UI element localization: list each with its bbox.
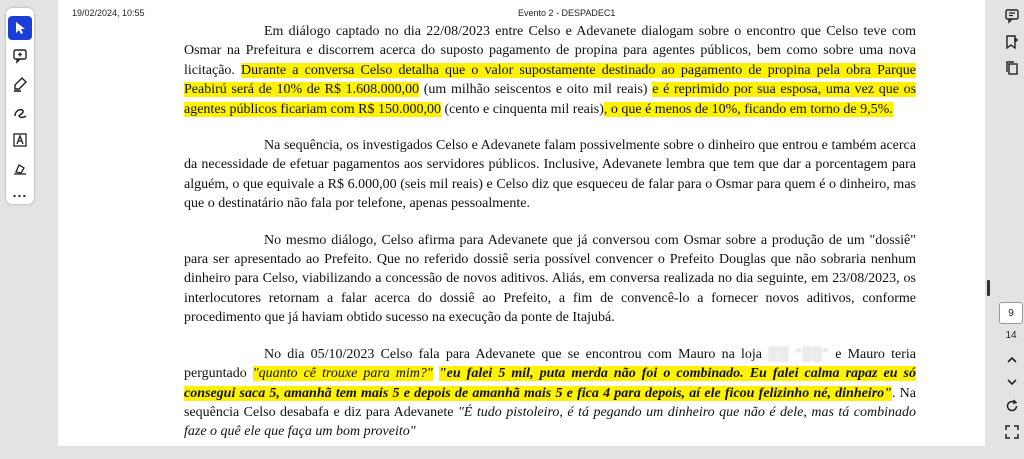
chevron-down-icon (1004, 374, 1020, 390)
document-page (58, 0, 988, 446)
page-thumbnails-button[interactable] (1004, 60, 1020, 76)
draw-icon (12, 104, 28, 120)
annotation-toolbar (6, 8, 34, 204)
comment-list-icon (1004, 8, 1020, 24)
text-span: (cento e cinquenta mil reais) (441, 101, 604, 117)
text-span: No dia 05/10/2023 Celso fala para Adevanete que se encontrou com Mauro na loja (264, 346, 769, 362)
document-body (184, 22, 916, 459)
previous-page-button[interactable] (1004, 352, 1020, 368)
copy-pages-icon (1004, 60, 1020, 76)
rotate-icon (1004, 398, 1020, 414)
highlighted-text[interactable]: e é reprimido por sua esposa, uma vez que os agentes públicos ficariam com R$ 150.000,00 (184, 82, 917, 117)
draw-tool[interactable] (8, 100, 32, 124)
text-span: (um milhão seiscentos e oito mil reais) (419, 82, 653, 98)
cursor-icon (12, 20, 28, 36)
text-span: e Mauro teria perguntado (184, 346, 916, 382)
event-label: Evento 2 - DESPADEC1 (518, 8, 616, 18)
add-comment-tool[interactable] (8, 44, 32, 68)
print-datetime: 19/02/2024, 10:55 (72, 8, 145, 18)
sign-icon (12, 160, 28, 176)
text-tool[interactable] (8, 128, 32, 152)
fit-page-button[interactable] (1004, 424, 1020, 440)
current-page-input[interactable]: 9 (999, 302, 1023, 324)
rotate-button[interactable] (1004, 398, 1020, 414)
highlighted-text[interactable]: , o que é menos de 10%, ficando em torno de 9,5%. (603, 101, 893, 117)
scrollbar-thumb[interactable] (987, 280, 990, 296)
highlighted-quote[interactable]: "quanto cê trouxe para mim?" (252, 366, 433, 382)
more-tools-button[interactable]: ... (12, 184, 28, 200)
highlight-pen-icon (12, 76, 28, 92)
sign-tool[interactable] (8, 156, 32, 180)
highlighted-quote[interactable]: "eu falei 5 mil, puta merda não foi o combinado. Eu falei calma rapaz eu só consegui saca 5, amanhã tem mais 5 e depois de amanhã mais 5 e fica 4 para depois, aí ele ficou felizinho né, dinheiro" (184, 366, 916, 401)
add-comment-icon (12, 48, 28, 64)
paragraph-2: Na sequência, os investigados Celso e Adevanete falam possivelmente sobre o dinheiro que entrou e também acerca da necessidade de efetuar pagamentos aos servidores públicos. Inclusive, Adevanete lembra que tem que dar a porcentagem para alguém, o que equivale a R$ 6.000,00 (seis mil reais) e Celso diz que esqueceu de falar para o Osmar para quem é o dinheiro, mas que o destinatário não fala por telefone, apenas pessoalmente. (184, 138, 916, 212)
paragraph-3: No mesmo diálogo, Celso afirma para Adevanete que já conversou com Osmar sobre a produção de um "dossiê" para ser apresentado ao Prefeito. Que no referido dossiê seria possível convencer o Prefeito Douglas que não sobraria nenhum dinheiro para Celso, viabilizando a concessão de novos aditivos. Aliás, em conversa realizada no dia seguinte, em 23/08/2023, os interlocutores retornam a falar acerca do dossiê ao Prefeito, a fim de convencê-lo a fornecer novos aditivos, conforme procedimento que já haviam obtido sucesso na execução da ponte de Itajubá. (184, 232, 916, 326)
total-pages-label: 14 (1005, 330, 1017, 341)
comments-panel-button[interactable] (1004, 8, 1020, 24)
paragraph-1 (184, 22, 916, 119)
next-page-button[interactable] (1004, 374, 1020, 390)
fit-page-icon (1004, 424, 1020, 440)
text-box-icon (12, 132, 28, 148)
bookmark-add-icon (1004, 34, 1020, 50)
paragraph-4 (184, 345, 916, 442)
chevron-up-icon (1004, 352, 1020, 368)
highlighted-text[interactable]: Durante a conversa Celso detalha que o valor supostamente destinado ao pagamento de propina pela obra Parque Peabirú será de 10% de R$ 1.608.000,00 (184, 62, 916, 98)
highlight-tool[interactable] (8, 72, 32, 96)
text-span (433, 366, 439, 381)
quote-text: "É tudo pistoleiro, é tá pegando um dinheiro que não é dele, mas tá combinado faze o quê ele que faça um bom proveito" (184, 404, 916, 440)
text-span: . Na sequência Celso desabafa e diz para Adevanete (184, 385, 916, 420)
redacted-store-name: ▒▒ "▒▒" (768, 346, 829, 362)
select-cursor-tool[interactable] (8, 16, 32, 40)
text-span: Em diálogo captado no dia 22/08/2023 entre Celso e Adevanete dialogam sobre o encontro que Celso teve com Osmar na Prefeitura e discorrem acerca do suposto pagamento de propina para agentes públicos, bem como sobre uma nova licitação. (184, 24, 916, 78)
vertical-scrollbar[interactable] (985, 0, 991, 446)
bookmarks-panel-button[interactable] (1004, 34, 1020, 50)
